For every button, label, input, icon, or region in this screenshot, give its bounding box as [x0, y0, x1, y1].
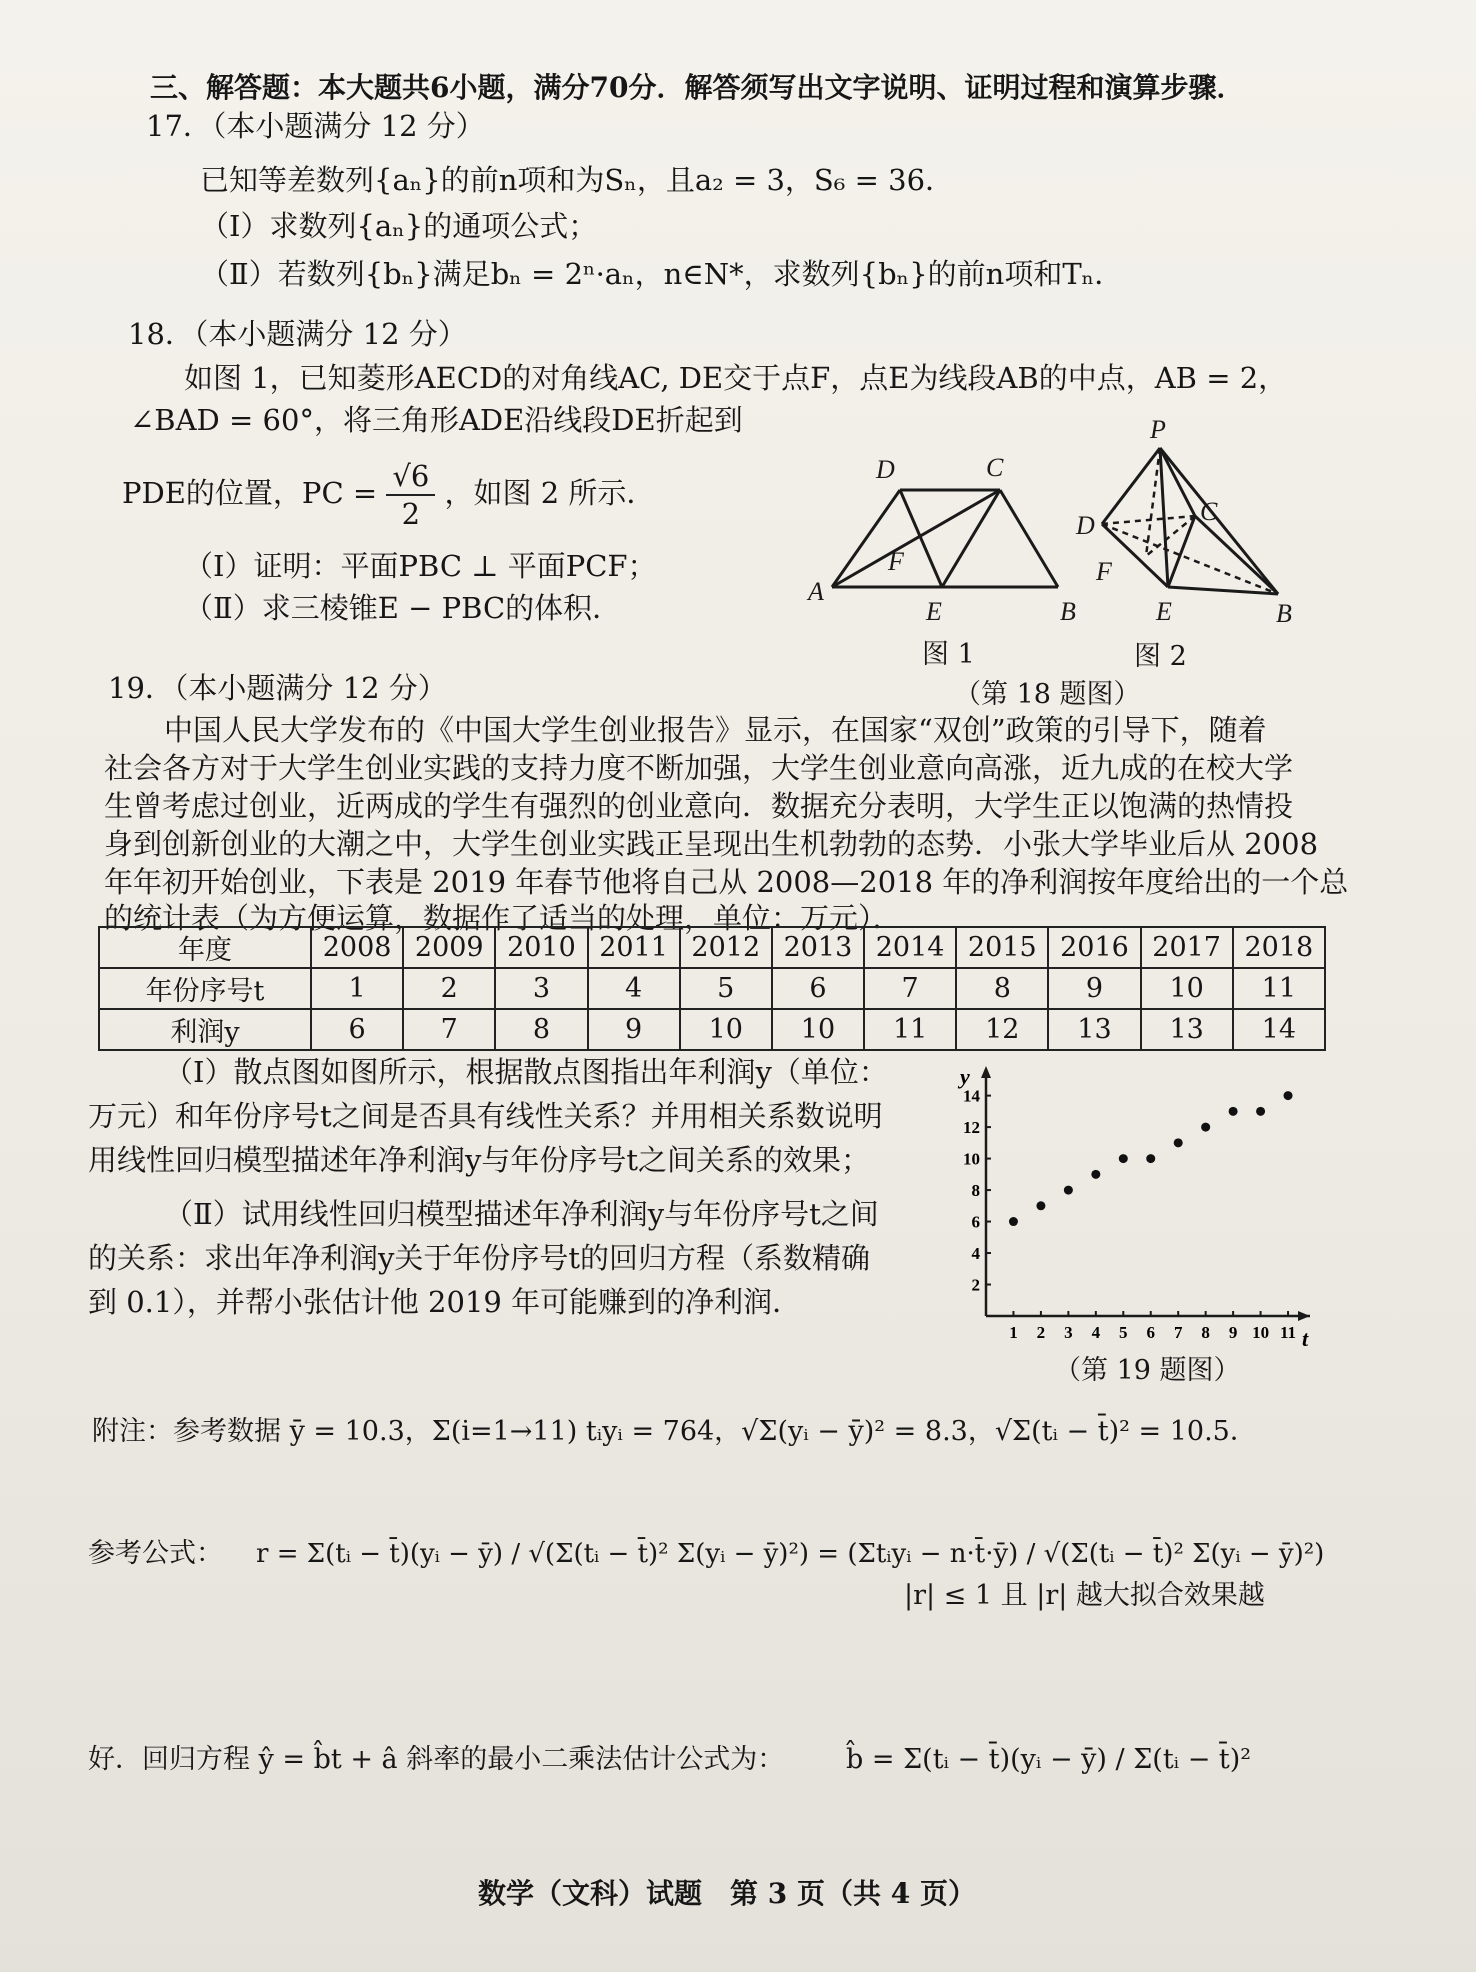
fig2-label-P: P [1150, 415, 1166, 444]
t-row [99, 968, 1325, 1009]
reference-formula-label: 参考公式： [88, 1538, 223, 1569]
x-tick-label: 3 [1064, 1323, 1073, 1342]
fig2-caption: 图 2 [1134, 641, 1187, 672]
year-row [99, 927, 1325, 968]
q18-stem-line3 [122, 458, 655, 532]
q17-part2: （Ⅱ）若数列{bₙ}满足bₙ = 2ⁿ·aₙ，n∈N*，求数列{bₙ}的前n项和Tₙ． [200, 257, 1124, 291]
table-cell: 7 [403, 1009, 495, 1050]
x-tick-label: 5 [1119, 1323, 1128, 1342]
scatter-point [1009, 1217, 1018, 1226]
y-tick-label: 6 [971, 1212, 980, 1232]
x-axis-label: t [1302, 1326, 1309, 1351]
fig1-label-C: C [986, 453, 1004, 482]
table-cell: 2009 [403, 927, 495, 968]
table-cell: 2 [403, 968, 495, 1009]
scatter-point [1064, 1186, 1073, 1195]
y-tick-label: 8 [971, 1181, 980, 1201]
fig1-label-D: D [876, 455, 895, 484]
q19-part2-line2: 的关系：求出年净利润y关于年份序号t的回归方程（系数精确 [88, 1241, 871, 1275]
scatter-plot [940, 1060, 1320, 1350]
fraction-denominator: 2 [401, 497, 421, 531]
q19-para-line4: 身到创新创业的大潮之中，大学生创业实践正呈现出生机勃勃的态势．小张大学毕业后从 2008 [104, 827, 1319, 861]
q18-figure-caption: （第 18 题图） [954, 679, 1141, 710]
table-cell: 11 [864, 1009, 956, 1050]
correlation-note: |r| ≤ 1 且 |r| 越大拟合效果越 [904, 1580, 1265, 1611]
q19-para-line6: 的统计表（为方便运算，数据作了适当的处理，单位：万元）． [104, 901, 902, 935]
y-tick-label: 4 [971, 1244, 980, 1264]
figure-1-rhombus-diagram [832, 490, 1058, 587]
table-cell: 2015 [956, 927, 1048, 968]
scatter-point [1201, 1123, 1210, 1132]
page-footer: 数学（文科）试题 第 3 页（共 4 页） [478, 1877, 976, 1910]
table-cell: 12 [956, 1009, 1048, 1050]
table-cell: 5 [680, 968, 772, 1009]
fig2-label-B: B [1276, 599, 1292, 628]
section-header: 三、解答题：本大题共6小题，满分70分．解答须写出文字说明、证明过程和演算步骤． [150, 71, 1245, 104]
table-cell: 2008 [311, 927, 403, 968]
x-tick-label: 10 [1252, 1323, 1270, 1342]
table-cell: 2013 [772, 927, 864, 968]
table-cell: 2017 [1141, 927, 1233, 968]
table-cell: 4 [588, 968, 680, 1009]
x-axis-arrow [1298, 1311, 1310, 1321]
table-cell: 10 [1141, 968, 1233, 1009]
fig1-label-B: B [1060, 597, 1076, 626]
scatter-point [1229, 1107, 1238, 1116]
x-tick-label: 4 [1091, 1323, 1101, 1342]
fig1-label-A: A [808, 577, 824, 606]
x-tick-label: 2 [1036, 1323, 1046, 1342]
q19-part2-line3: 到 0.1），并帮小张估计他 2019 年可能赚到的净利润． [88, 1285, 802, 1319]
q18-stem-line2: ∠BAD = 60°，将三角形ADE沿线段DE折起到 [130, 403, 743, 437]
table-cell: 9 [588, 1009, 680, 1050]
x-tick-label: 7 [1173, 1323, 1183, 1342]
least-squares-intro: 好．回归方程 ŷ = b̂t + â 斜率的最小二乘法估计公式为： [88, 1744, 785, 1775]
y-axis-label: y [960, 1064, 970, 1089]
y-tick-label: 2 [971, 1275, 980, 1295]
table-cell: 8 [495, 1009, 587, 1050]
scatter-point [1146, 1154, 1155, 1163]
q18-stem-line3-post: ，如图 2 所示． [444, 476, 656, 510]
q19-part1-line3: 用线性回归模型描述年净利润y与年份序号t之间关系的效果； [88, 1143, 871, 1177]
fig1-caption: 图 1 [922, 639, 975, 670]
scatter-point [1119, 1154, 1128, 1163]
q19-part1-line2: 万元）和年份序号t之间是否具有线性关系？并用相关系数说明 [88, 1099, 883, 1133]
x-tick-label: 6 [1146, 1323, 1155, 1342]
scatter-point [1091, 1170, 1100, 1179]
q19-title: 19．（本小题满分 12 分） [108, 671, 447, 705]
table-cell: 14 [1233, 1009, 1325, 1050]
table-cell: 2012 [680, 927, 772, 968]
y-tick-label: 14 [963, 1086, 980, 1106]
table-cell: 3 [495, 968, 587, 1009]
slope-formula: b̂ = Σ(tᵢ − t̄)(yᵢ − ȳ) / Σ(tᵢ − t̄)² [846, 1744, 1252, 1775]
table-cell: 6 [311, 1009, 403, 1050]
table-cell: 13 [1141, 1009, 1233, 1050]
fig2-label-E: E [1156, 597, 1172, 626]
table-cell: 11 [1233, 968, 1325, 1009]
row-header: 利润y [99, 1009, 311, 1050]
fraction-numerator: √6 [386, 458, 435, 496]
x-tick-label: 9 [1228, 1323, 1238, 1342]
fig2-label-C: C [1200, 497, 1218, 526]
profit-row [99, 1009, 1325, 1050]
table-cell: 7 [864, 968, 956, 1009]
table-cell: 10 [772, 1009, 864, 1050]
q19-para-line1: 中国人民大学发布的《中国大学生创业报告》显示，在国家“双创”政策的引导下，随着 [164, 713, 1267, 747]
scatter-point [1036, 1201, 1045, 1210]
y-tick-label: 10 [963, 1149, 980, 1169]
y-tick-label: 12 [963, 1118, 980, 1138]
q18-stem-line3-pre: PDE的位置，PC = [122, 476, 378, 510]
q19-para-line3: 生曾考虑过创业，近两成的学生有强烈的创业意向．数据充分表明，大学生正以饱满的热情投 [104, 789, 1294, 823]
fig2-label-F: F [1096, 557, 1112, 586]
q19-para-line2: 社会各方对于大学生创业实践的支持力度不断加强，大学生创业意向高涨，近九成的在校大学 [104, 751, 1294, 785]
table-cell: 1 [311, 968, 403, 1009]
q19-para-line5: 年年初开始创业，下表是 2019 年春节他将自己从 2008—2018 年的净利润按年度给出的一个总 [104, 865, 1349, 899]
reference-data-note: 附注：参考数据 ȳ = 10.3，Σ(i=1→11) tᵢyᵢ = 764，√Σ(yᵢ − ȳ)² = 8.3，√Σ(tᵢ − t̄)² = 10.5． [92, 1416, 1257, 1447]
q19-part2-line1: （Ⅱ）试用线性回归模型描述年净利润y与年份序号t之间 [164, 1197, 879, 1231]
fig2-label-D: D [1076, 511, 1095, 540]
table-cell: 2011 [588, 927, 680, 968]
table-cell: 9 [1048, 968, 1140, 1009]
table-cell: 6 [772, 968, 864, 1009]
q19-figure-caption: （第 19 题图） [1054, 1355, 1241, 1386]
q18-figures [790, 415, 1292, 680]
q18-part1: （Ⅰ）证明：平面PBC ⊥ 平面PCF； [184, 549, 657, 583]
row-header: 年度 [99, 927, 311, 968]
row-header: 年份序号t [99, 968, 311, 1009]
fig1-label-F: F [888, 547, 904, 576]
scatter-point [1256, 1107, 1265, 1116]
table-cell: 2018 [1233, 927, 1325, 968]
x-tick-label: 11 [1280, 1323, 1297, 1342]
q18-stem-line1: 如图 1，已知菱形AECD的对角线AC, DE交于点F，点E为线段AB的中点，AB = 2， [184, 361, 1288, 395]
sqrt6-over-2-fraction [386, 458, 435, 532]
table-cell: 13 [1048, 1009, 1140, 1050]
figure-2-hidden-edges [1102, 448, 1278, 594]
correlation-formula: r = Σ(tᵢ − t̄)(yᵢ − ȳ) / √(Σ(tᵢ − t̄)² Σ(yᵢ − ȳ)²) = (Σtᵢyᵢ − n·t̄·ȳ) / √(Σ(tᵢ − t̄)² Σ(yᵢ − ȳ)²) [256, 1539, 1325, 1569]
q17-stem: 已知等差数列{aₙ}的前n项和为Sₙ，且a₂ = 3，S₆ = 36． [200, 163, 955, 197]
q17-part1: （Ⅰ）求数列{aₙ}的通项公式； [200, 209, 598, 243]
x-tick-label: 8 [1201, 1323, 1210, 1342]
table-cell: 2014 [864, 927, 956, 968]
table-cell: 2016 [1048, 927, 1140, 968]
x-tick-label: 1 [1009, 1323, 1018, 1342]
fig1-label-E: E [926, 597, 942, 626]
table-cell: 2010 [495, 927, 587, 968]
scatter-point [1284, 1091, 1293, 1100]
profit-table [98, 926, 1326, 1051]
scatter-point [1174, 1138, 1183, 1147]
q18-title: 18．（本小题满分 12 分） [128, 317, 467, 351]
y-axis-arrow [981, 1066, 991, 1078]
q19-part1-line1: （Ⅰ）散点图如图所示，根据散点图指出年利润y（单位： [164, 1055, 888, 1089]
q17-title: 17．（本小题满分 12 分） [146, 109, 485, 143]
q18-part2: （Ⅱ）求三棱锥E − PBC的体积． [184, 591, 622, 625]
table-cell: 8 [956, 968, 1048, 1009]
table-cell: 10 [680, 1009, 772, 1050]
